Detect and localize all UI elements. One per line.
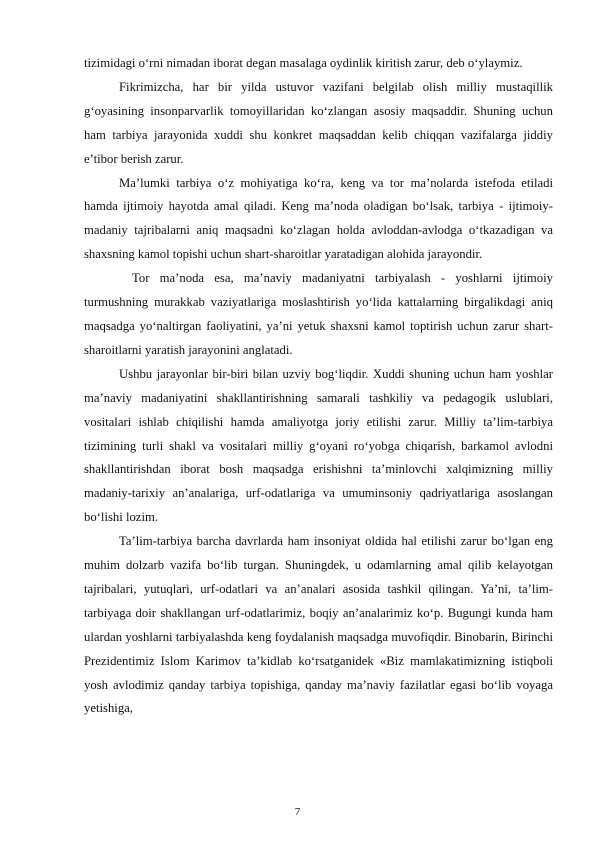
page-number: 7 <box>294 806 301 818</box>
paragraph-2: Fikrimizcha, har bir yilda ustuvor vazifani belgilab olish milliy mustaqillik g‘oyasining insonparvarlik tomoyillaridan ko‘zlangan asosiy maqsaddir. Shuning uchun ham tarbiya jarayonida xuddi shu konkret maqsaddan kelib chiqqan vazifalarga jiddiy e’tibor berish zarur. <box>84 79 553 166</box>
paragraph-5: Ushbu jarayonlar bir-biri bilan uzviy bog‘liqdir. Xuddi shuning uchun ham yoshlar ma’naviy madaniyatini shakllantirishning samarali tashkiliy va pedagogik uslublari, vositalari ishlab chiqilishi hamda amaliyotga joriy etilishi zarur. Milliy ta’lim-tarbiya tizimining turli shakl va vositalari milliy g‘oyani ro‘yobga chiqarish, barkamol avlodni shakllantirishdan iborat bosh maqsadga erishishni ta’minlovchi xalqimizning milliy madaniy-tarixiy an’analariga, urf-odatlariga va umuminsoniy qadriyatlariga asoslangan bo‘lishi lozim. <box>84 366 553 525</box>
document-page <box>84 52 553 721</box>
paragraph-6: Ta’lim-tarbiya barcha davrlarda ham insoniyat oldida hal etilishi zarur bo‘lgan eng muhim dolzarb vazifa bo‘lib turgan. Shuningdek, u odamlarning amal qilib kelayotgan tajribalari, yutuqlari, urf-odatlari va an’analari asosida tashkil qilingan. Ya’ni, ta’lim-tarbiyaga doir shakllangan urf-odatlarimiz, boqiy an’analarimiz ko‘p. Bugungi kunda ham ulardan yoshlarni tarbiyalashda keng foydalanish maqsadga muvofiqdir. Binobarin, Birinchi Prezidentimiz Islom Karimov ta’kidlab ko‘rsatganidek «Biz mamlakatimizning istiqboli yosh avlodimiz qanday tarbiya topishiga, qanday ma’naviy fazilatlar egasi bo‘lib voyaga yetishiga, <box>84 534 553 716</box>
paragraph-4: Tor ma’noda esa, ma’naviy madaniyatni tarbiyalash - yoshlarni ijtimoiy turmushning murakkab vaziyatlariga moslashtirish yo‘lida kattalarning birgalikdagi aniq maqsadga yo‘naltirgan faoliyatini, ya’ni yetuk shaxsni kamol toptirish uchun zarur shart-sharoitlarni yaratish jarayonini anglatadi. <box>84 271 553 357</box>
paragraph-1: tizimidagi o‘rni nimadan iborat degan masalaga oydinlik kiritish zarur, deb o‘ylaymiz. <box>84 56 523 70</box>
paragraph-3: Ma’lumki tarbiya o‘z mohiyatiga ko‘ra, keng va tor ma’nolarda istefoda etiladi hamda ijtimoiy hayotda amal qiladi. Keng ma’noda oladigan bo‘lsak, tarbiya - ijtimoiy-madaniy tajribalarni aniq maqsadni ko‘zlagan holda avloddan-avlodga o‘tkazadigan va shaxsning kamol topishi uchun shart-sharoitlar yaratadigan alohida jarayondir. <box>84 175 553 262</box>
